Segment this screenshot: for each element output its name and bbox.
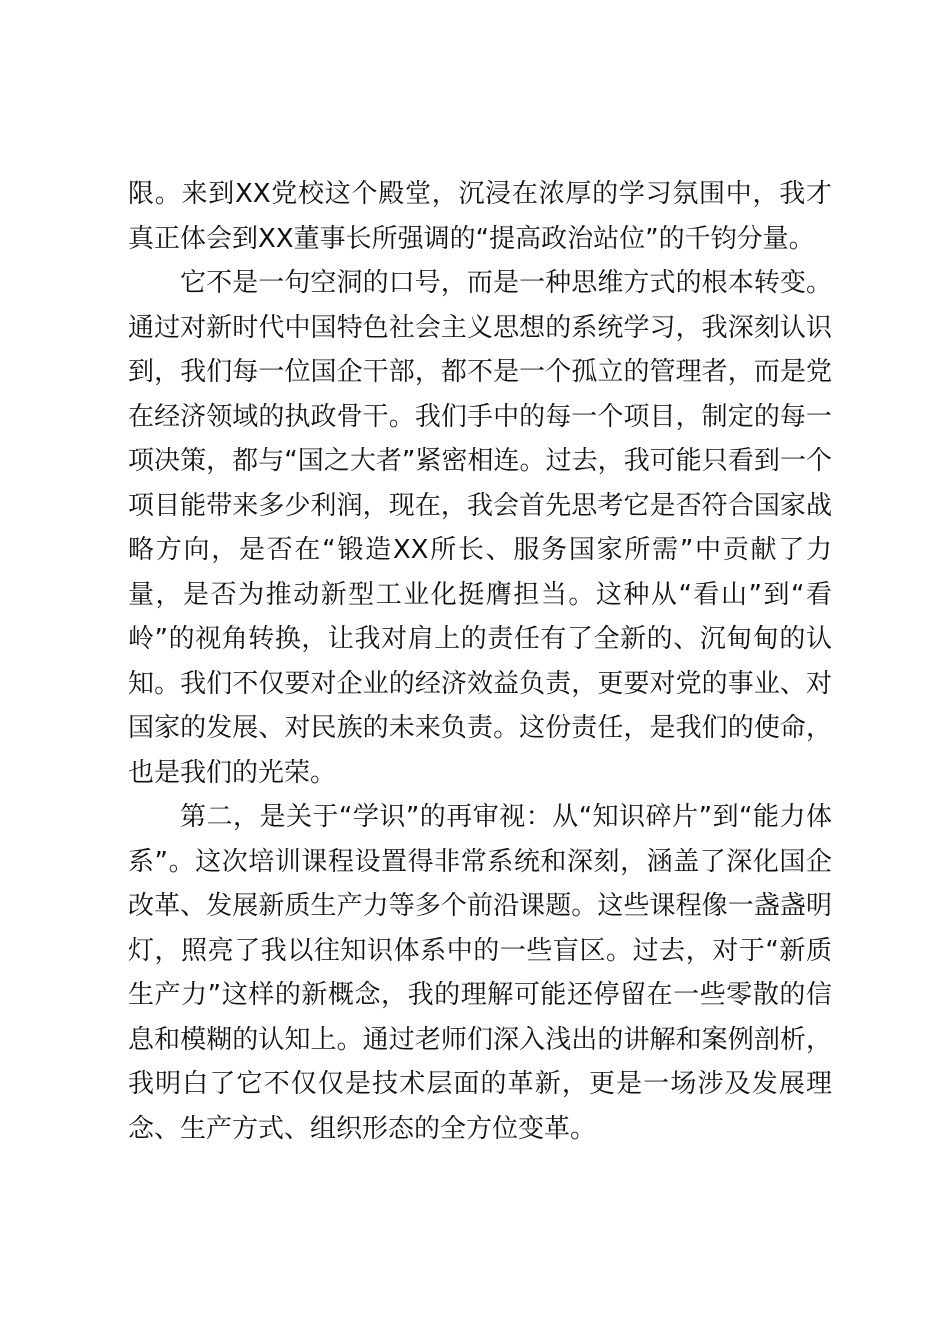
- paragraph-continuation: 限。来到XX党校这个殿堂，沉浸在浓厚的学习氛围中，我才真正体会到XX董事长所强调的“提高政治站位”的千钧分量。: [128, 179, 832, 254]
- paragraph-political-stance: 它不是一句空洞的口号，而是一种思维方式的根本转变。通过对新时代中国特色社会主义思想的系统学习，我深刻认识到，我们每一位国企干部，都不是一个孤立的管理者，而是党在经济领域的执政骨干。我们手中的每一个项目，制定的每一项决策，都与“国之大者”紧密相连。过去，我可能只看到一个项目能带来多少利润，现在，我会首先思考它是否符合国家战略方向，是否在“锻造XX所长、服务国家所需”中贡献了力量，是否为推动新型工业化挺膺担当。这种从“看山”到“看岭”的视角转换，让我对肩上的责任有了全新的、沉甸甸的认知。我们不仅要对企业的经济效益负责，更要对党的事业、对国家的发展、对民族的未来负责。这份责任，是我们的使命，也是我们的光荣。: [128, 268, 832, 788]
- document-body: [128, 172, 832, 1151]
- paragraph-knowledge-review: 第二，是关于“学识”的再审视：从“知识碎片”到“能力体系”。这次培训课程设置得非常系统和深刻，涵盖了深化国企改革、发展新质生产力等多个前沿课题。这些课程像一盏盏明灯，照亮了我以往知识体系中的一些盲区。过去，对于“新质生产力”这样的新概念，我的理解可能还停留在一些零散的信息和模糊的认知上。通过老师们深入浅出的讲解和案例剖析，我明白了它不仅仅是技术层面的革新，更是一场涉及发展理念、生产方式、组织形态的全方位变革。: [128, 802, 832, 1144]
